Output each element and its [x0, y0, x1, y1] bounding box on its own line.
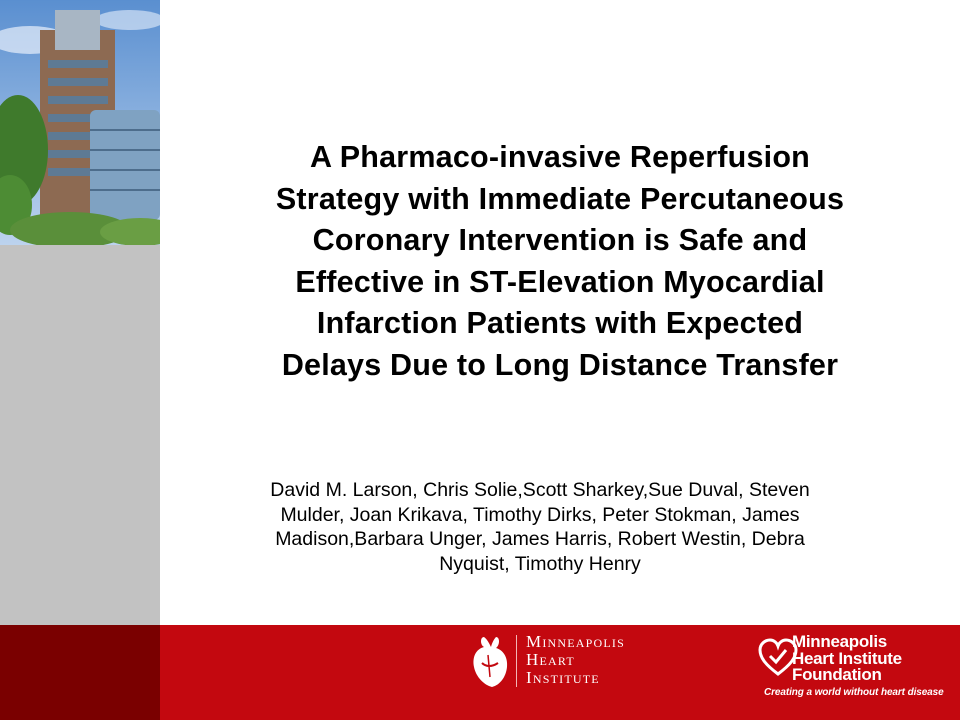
title-line: Infarction Patients with Expected — [316, 306, 804, 340]
minneapolis-heart-institute-foundation-logo — [758, 634, 948, 704]
mhi-wordmark — [526, 633, 625, 687]
title-line: A Pharmaco-invasive Reperfusion — [309, 140, 810, 174]
anatomical-heart-icon — [470, 633, 510, 689]
mhif-tagline: Creating a world without heart disease — [764, 687, 944, 698]
logo-divider — [516, 635, 517, 687]
mhi-line: Minneapolis — [526, 632, 625, 651]
mhif-line: Foundation — [792, 665, 882, 684]
author-line: David M. Larson, Chris Solie,Scott Sharkey,Sue Duval, Steven — [270, 479, 810, 501]
title-line: Effective in ST-Elevation Myocardial — [295, 264, 825, 299]
author-line: Madison,Barbara Unger, James Harris, Robert Westin, Debra — [275, 528, 805, 550]
mhi-line: Institute — [526, 668, 600, 687]
slide-title — [170, 137, 950, 386]
minneapolis-heart-institute-logo — [470, 633, 670, 693]
mhif-line: Heart Institute — [792, 648, 902, 668]
building-photo — [0, 0, 160, 245]
author-line: Mulder, Joan Krikava, Timothy Dirks, Peter Stokman, James — [280, 503, 800, 526]
mhif-wordmark — [792, 634, 902, 684]
author-line: Nyquist, Timothy Henry — [439, 552, 641, 575]
title-line: Coronary Intervention is Safe and — [312, 223, 808, 257]
footer-dark-block — [0, 625, 160, 720]
mhi-line: Heart — [526, 650, 575, 669]
title-line: Strategy with Immediate Percutaneous — [275, 181, 845, 216]
title-line: Delays Due to Long Distance Transfer — [281, 347, 839, 382]
author-list — [190, 478, 890, 576]
sidebar-panel — [0, 245, 160, 625]
mhif-line: Minneapolis — [792, 632, 887, 651]
